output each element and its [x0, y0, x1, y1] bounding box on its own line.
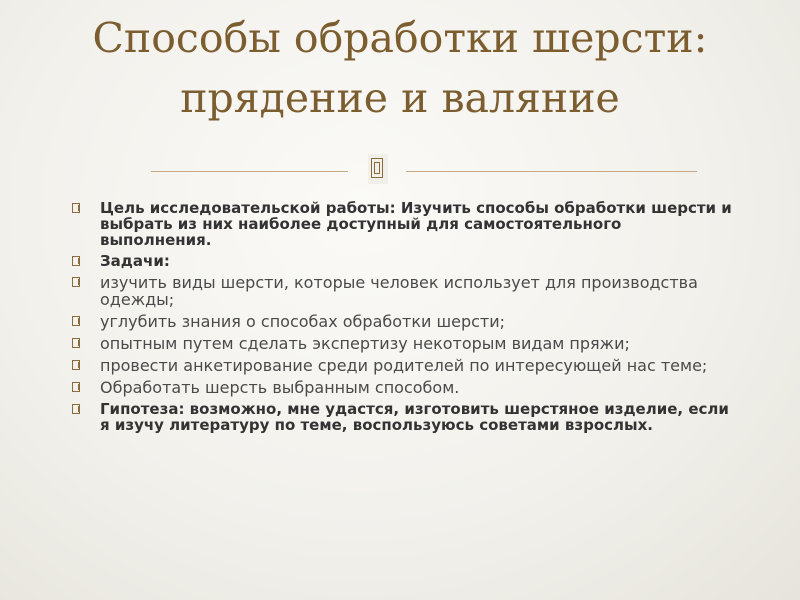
slide-content — [70, 200, 738, 438]
task-item — [70, 313, 738, 330]
bullet-icon — [72, 203, 80, 213]
ornament-glyph-icon — [371, 158, 383, 178]
task-item — [70, 379, 738, 396]
bullet-icon — [72, 316, 80, 326]
title-ornament-icon — [368, 154, 388, 184]
research-goal-item — [70, 200, 738, 248]
bullet-icon — [72, 338, 80, 348]
task-item — [70, 274, 738, 308]
task-text: провести анкетирование среди родителей по интересующей нас теме; — [100, 356, 708, 375]
bullet-icon — [72, 360, 80, 370]
tasks-heading-text: Задачи: — [100, 252, 170, 270]
task-item — [70, 357, 738, 374]
slide-title: Способы обработки шерсти: прядение и валяние — [92, 14, 708, 122]
research-goal-text: Цель исследовательской работы: Изучить способы обработки шерсти и выбрать из них наиболее доступный для самостоятельного выполнения. — [100, 199, 732, 249]
bullet-icon — [72, 404, 80, 414]
task-text: Обработать шерсть выбранным способом. — [100, 378, 460, 397]
bullet-icon — [72, 277, 80, 287]
hypothesis-text: Гипотеза: возможно, мне удастся, изготовить шерстяное изделие, если я изучу литературу по теме, воспользуюсь советами взрослых. — [100, 400, 729, 434]
bullet-icon — [72, 256, 80, 266]
task-text: опытным путем сделать экспертизу некоторым видам пряжи; — [100, 334, 630, 353]
task-item — [70, 335, 738, 352]
bullet-icon — [72, 382, 80, 392]
hypothesis-item — [70, 401, 738, 433]
title-divider-right — [406, 171, 697, 172]
title-divider-left — [151, 171, 348, 172]
tasks-heading-item — [70, 253, 738, 269]
task-text: углубить знания о способах обработки шерсти; — [100, 312, 506, 331]
task-text: изучить виды шерсти, которые человек использует для производства одежды; — [100, 273, 698, 309]
